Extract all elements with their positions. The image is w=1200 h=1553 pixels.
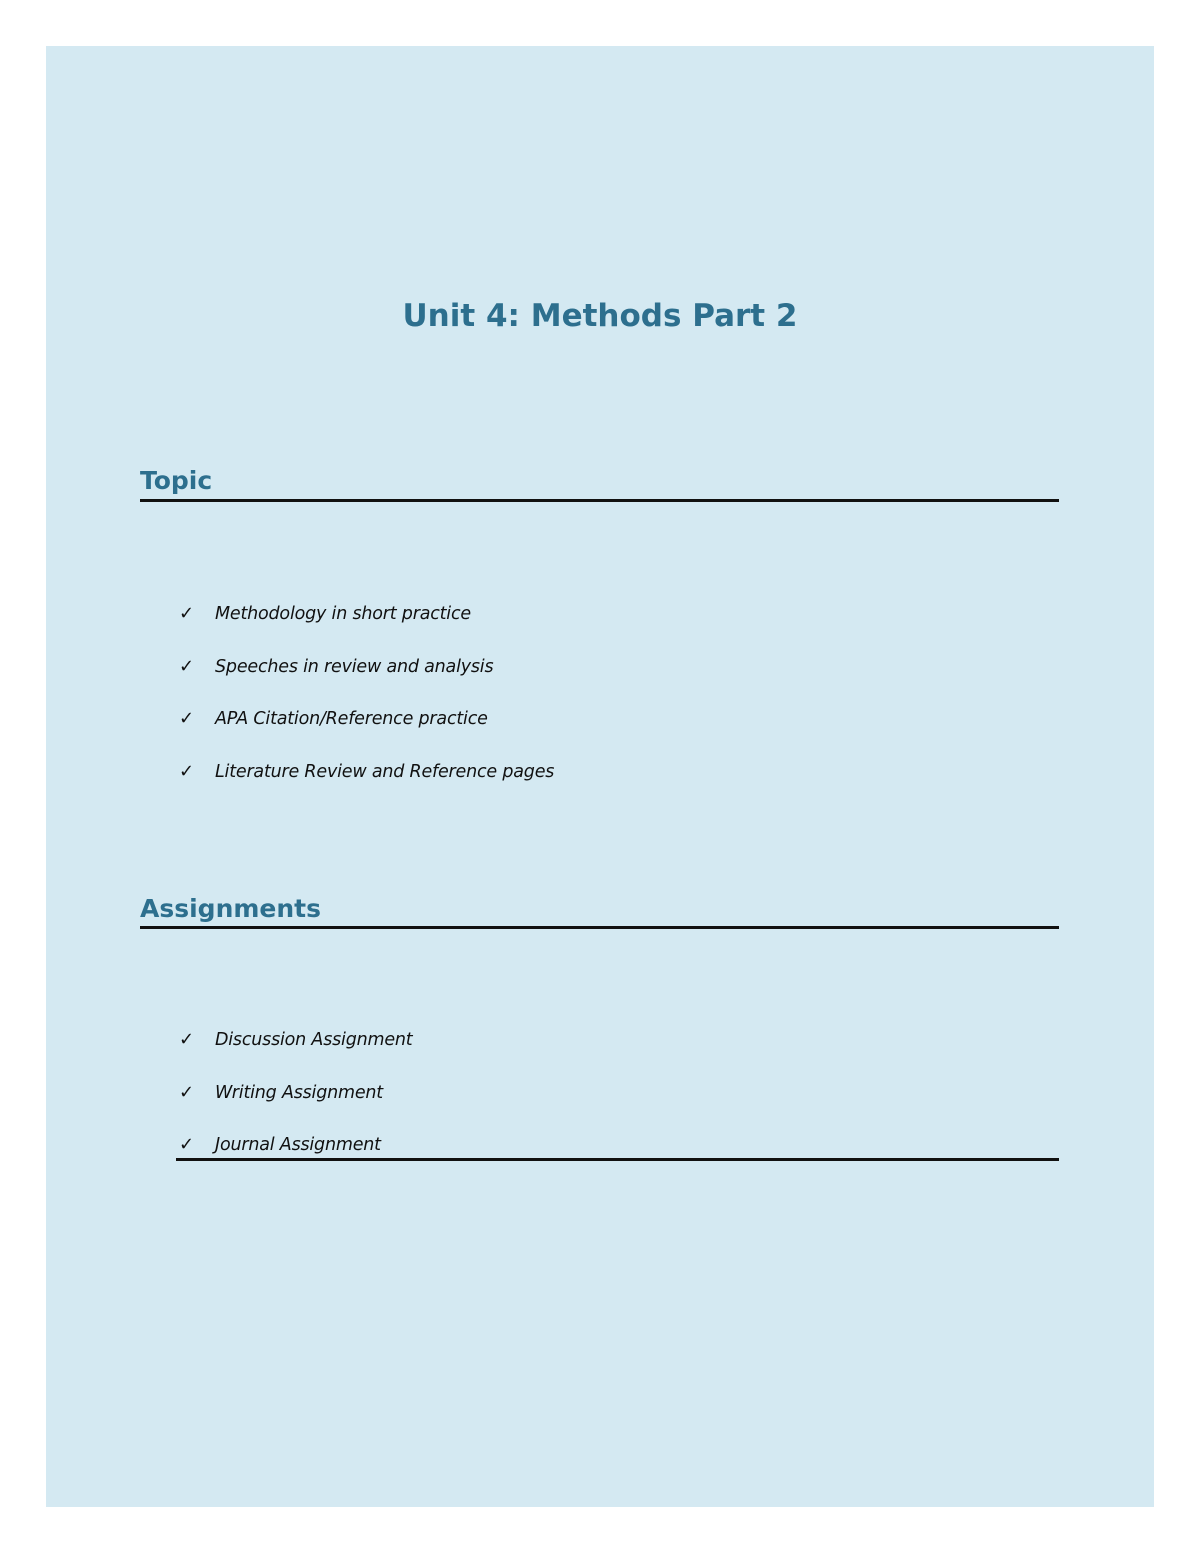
checkmark-icon: ✓ [179, 1134, 195, 1155]
topic-divider [140, 499, 1059, 502]
list-item [176, 1029, 412, 1082]
topic-item-label: Literature Review and Reference pages [215, 761, 555, 782]
checkmark-icon: ✓ [179, 655, 195, 677]
page-title: Unit 4: Methods Part 2 [402, 298, 798, 334]
list-item [176, 603, 554, 656]
checkmark-icon: ✓ [179, 1029, 195, 1050]
checkmark-icon: ✓ [179, 760, 195, 782]
topic-heading: Topic [140, 466, 213, 495]
list-item [176, 761, 554, 814]
assignments-end-divider [176, 1158, 1059, 1161]
assignments-heading: Assignments [140, 894, 322, 923]
list-item [176, 708, 554, 761]
list-item [176, 656, 554, 709]
assignment-item-label: Journal Assignment [215, 1135, 381, 1155]
topic-item-label: Speeches in review and analysis [215, 656, 494, 677]
topic-list [176, 603, 554, 813]
checkmark-icon: ✓ [179, 1081, 195, 1103]
checkmark-icon: ✓ [179, 708, 195, 729]
topic-item-label: APA Citation/Reference practice [215, 709, 488, 729]
assignment-item-label: Writing Assignment [215, 1082, 383, 1103]
assignments-divider [140, 926, 1059, 929]
assignment-item-label: Discussion Assignment [215, 1030, 413, 1050]
topic-item-label: Methodology in short practice [215, 604, 471, 624]
checkmark-icon: ✓ [179, 603, 195, 624]
list-item [176, 1082, 412, 1135]
assignments-list [176, 1029, 412, 1187]
